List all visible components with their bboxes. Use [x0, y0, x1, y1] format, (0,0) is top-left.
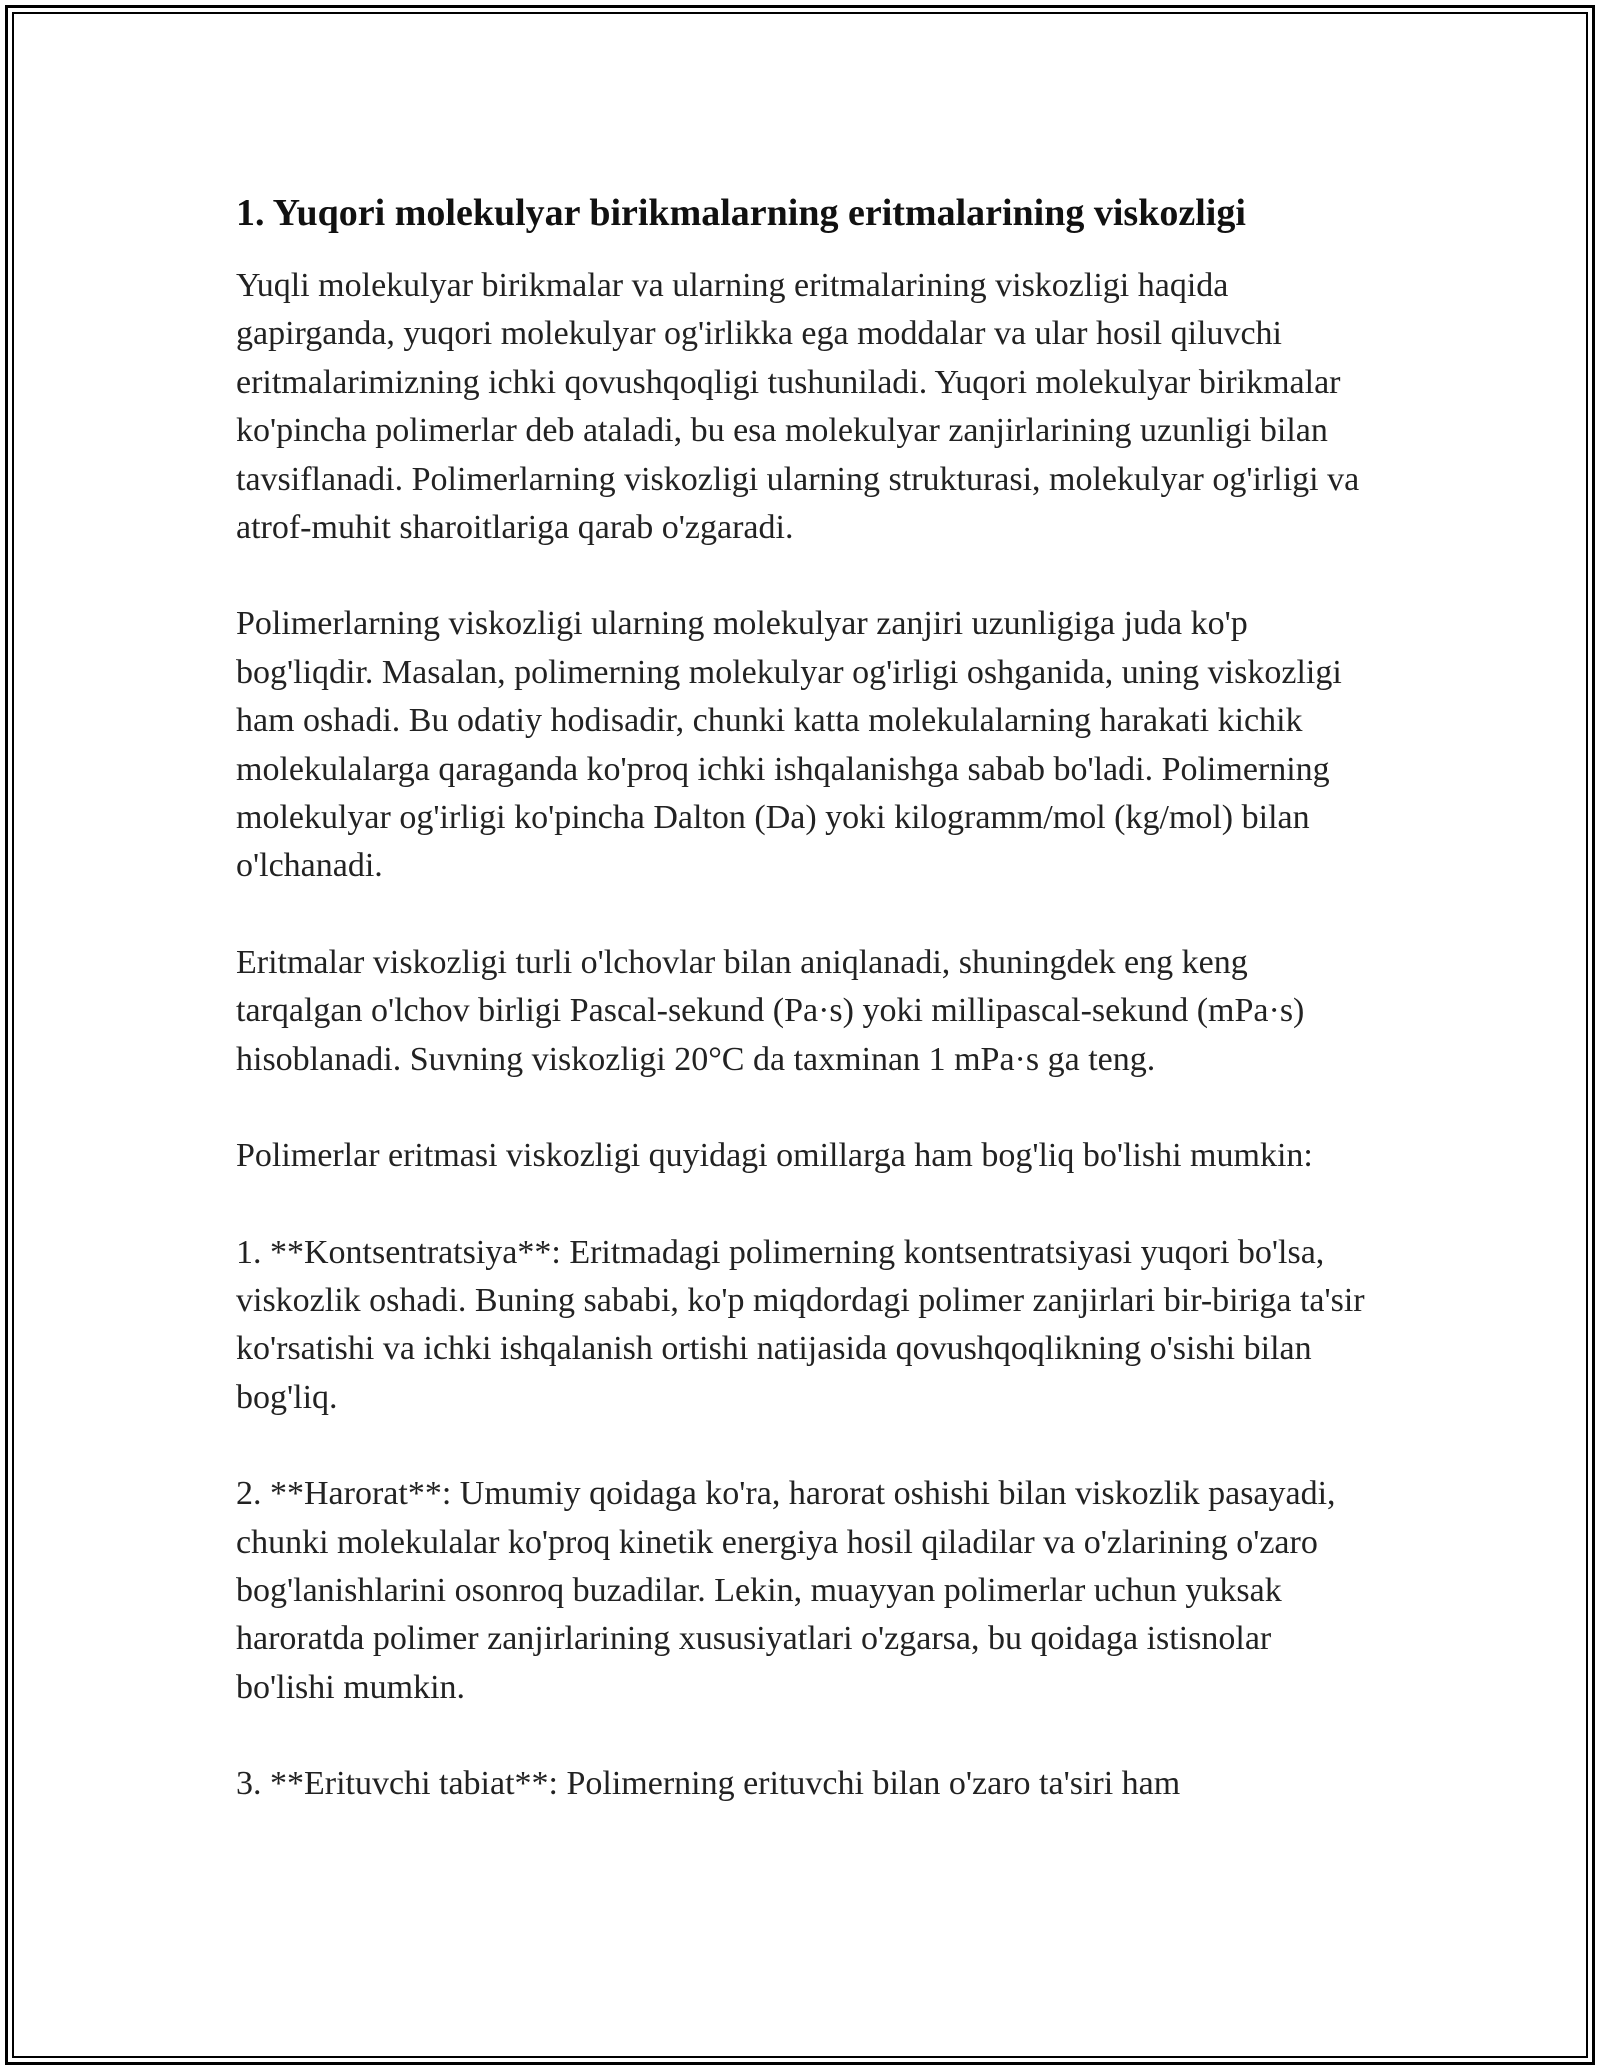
list-item-solvent: 3. **Erituvchi tabiat**: Polimerning erituvchi bilan o'zaro ta'siri ham — [236, 1765, 1181, 1803]
paragraph-factors-intro: Polimerlar eritmasi viskozligi quyidagi omillarga ham bog'liq bo'lishi mumkin: — [236, 1137, 1313, 1175]
section-heading: 1. Yuqori molekulyar birikmalarning eritmalarining viskozligi — [236, 192, 1246, 234]
list-item-concentration: 1. **Kontsentratsiya**: Eritmadagi polimerning kontsentratsiyasi yuqori bo'lsa, viskozlik oshadi. Buning sababi, ko'p miqdordagi polimer zanjirlari bir-biriga ta'sir ko'rsatishi va ichki ishqalanish ortishi natijasida qovushqoqlikning o'sishi bilan bog'liq. — [236, 1233, 1365, 1416]
document-body — [236, 186, 1376, 1857]
list-item-temperature: 2. **Harorat**: Umumiy qoidaga ko'ra, harorat oshishi bilan viskozlik pasayadi, chunki molekulalar ko'proq kinetik energiya hosil qiladilar va o'zlarining o'zaro bog'lanishlarini osonroq buzadilar. Lekin, muayyan polimerlar uchun yuksak haroratda polimer zanjirlarining xususiyatlari o'zgarsa, bu qoidaga istisnolar bo'lishi mumkin. — [236, 1475, 1336, 1706]
paragraph-units: Eritmalar viskozligi turli o'lchovlar bilan aniqlanadi, shuningdek eng keng tarqalgan o'lchov birligi Pascal-sekund (Pa·s) yoki millipascal-sekund (mPa·s) hisoblanadi. Suvning viskozligi 20°C da taxminan 1 mPa·s ga teng. — [236, 943, 1305, 1078]
paragraph-molecular-weight: Polimerlarning viskozligi ularning molekulyar zanjiri uzunligiga juda ko'p bog'liqdir. Masalan, polimerning molekulyar og'irligi oshganida, uning viskozligi ham oshadi. Bu odatiy hodisadir, chunki katta molekulalarning harakati kichik molekulalarga qaraganda ko'proq ichki ishqalanishga sabab bo'ladi. Polimerning molekulyar og'irligi ko'pincha Dalton (Da) yoki kilogramm/mol (kg/mol) bilan o'lchanadi. — [236, 605, 1342, 885]
paragraph-intro: Yuqli molekulyar birikmalar va ularning eritmalarining viskozligi haqida gapirganda, yuqori molekulyar og'irlikka ega moddalar va ular hosil qiluvchi eritmalarimizning ichki qovushqoqligi tushuniladi. Yuqori molekulyar birikmalar ko'pincha polimerlar deb ataladi, bu esa molekulyar zanjirlarining uzunligi bilan tavsiflanadi. Polimerlarning viskozligi ularning strukturasi, molekulyar og'irligi va atrof-muhit sharoitlariga qarab o'zgaradi. — [236, 267, 1360, 547]
